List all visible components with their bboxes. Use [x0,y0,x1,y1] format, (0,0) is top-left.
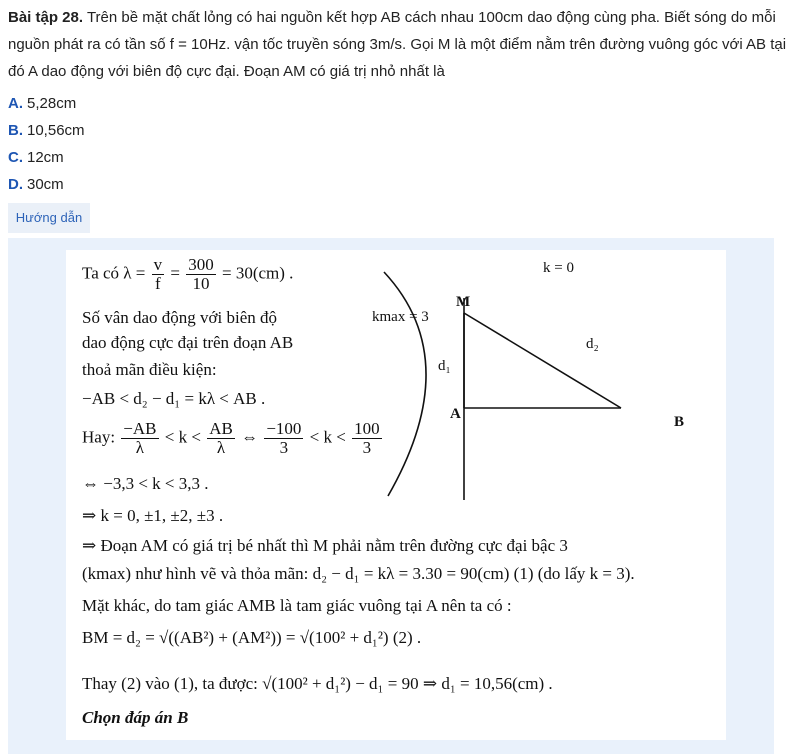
answer-option-d[interactable] [8,171,85,198]
solution-line-12: BM = d₂ = √((AB²) + (AM²)) = √(100² + d₁²) (2) . [82,628,422,647]
text: Ta có [82,263,120,283]
solution-line-3: dao động cực đại trên đoạn AB [82,333,294,352]
answer-letter: D. [8,176,23,193]
inequality: < k < [309,427,346,447]
answer-text: 10,56cm [27,122,85,139]
segment-mb [464,313,621,408]
solution-line-11: Mặt khác, do tam giác AMB là tam giác vuông tại A nên ta có : [82,596,512,615]
solution-line-5: −AB < d₂ − d₁ = kλ < AB . [82,389,266,408]
answer-text: 12cm [27,149,64,166]
label-a: A [450,406,461,422]
label-d2: d₂ [586,336,599,352]
question-label: Bài tập 28. [8,9,84,26]
numerator: −AB [123,419,157,438]
label-d1: d₁ [438,358,451,374]
label-kmax: kmax = 3 [372,309,429,325]
answer-letter: C. [8,149,23,166]
answer-text: 30cm [27,176,64,193]
answer-list [8,90,85,198]
numerator: −100 [266,419,302,438]
answer-option-a[interactable] [8,90,85,117]
label-k0: k = 0 [543,260,574,276]
lambda: λ = [123,263,146,283]
kmax-hyperbola [384,272,426,496]
solution-line-8: ⇒ k = 0, ±1, ±2, ±3 . [82,506,224,525]
solution-line-4: thoả mãn điều kiện: [82,360,217,379]
answer-option-b[interactable] [8,117,85,144]
solution-toggle-tab[interactable]: Hướng dẫn [8,203,90,233]
solution-line-7: ⇔ −3,3 < k < 3,3 . [82,474,209,493]
iff-symbol: ⇔ [241,427,259,447]
numerator: v [153,255,163,274]
label-b: B [674,414,685,430]
numerator: AB [209,419,233,438]
solution-line-13: Thay (2) vào (1), ta được: √(100² + d₁²) − d₁ = 90 ⇒ d₁ = 10,56(cm) . [82,674,553,693]
numerator: 300 [188,255,214,274]
answer-letter: B. [8,122,23,139]
question-text [8,4,792,85]
answer-letter: A. [8,95,23,112]
denominator: 3 [362,438,372,457]
denominator: λ [135,438,145,457]
solution-line-10: (kmax) như hình vẽ và thỏa mãn: d₂ − d₁ = kλ = 3.30 = 90(cm) (1) (do lấy k = 3). [82,564,635,583]
numerator: 100 [354,419,380,438]
solution-image [66,250,726,740]
answer-text: 5,28cm [27,95,77,112]
inequality: < k < [164,427,201,447]
text: Hay: [82,427,116,447]
answer-option-c[interactable] [8,144,85,171]
question-body: Trên bề mặt chất lỏng có hai nguồn kết hợp AB cách nhau 100cm dao động cùng pha. Biết sóng do mỗi nguồn phát ra có tần số f = 10Hz. vận tốc truyền sóng 3m/s. Gọi M là một điểm nằm trên đường vuông góc với AB tại đó A dao động với biên độ cực đại. Đoạn AM có giá trị nhỏ nhất là [8,9,787,80]
denominator: 10 [192,274,210,293]
denominator: λ [216,438,226,457]
denominator: f [155,274,161,293]
solution-line-14: Chọn đáp án B [82,708,189,727]
equals: = [170,263,180,283]
label-m: M [456,294,471,310]
solution-line-9: ⇒ Đoạn AM có giá trị bé nhất thì M phải nằm trên đường cực đại bậc 3 [82,536,568,555]
result: = 30(cm) . [221,263,294,283]
denominator: 3 [279,438,289,457]
solution-line-2: Số vân dao động với biên độ [82,308,278,327]
